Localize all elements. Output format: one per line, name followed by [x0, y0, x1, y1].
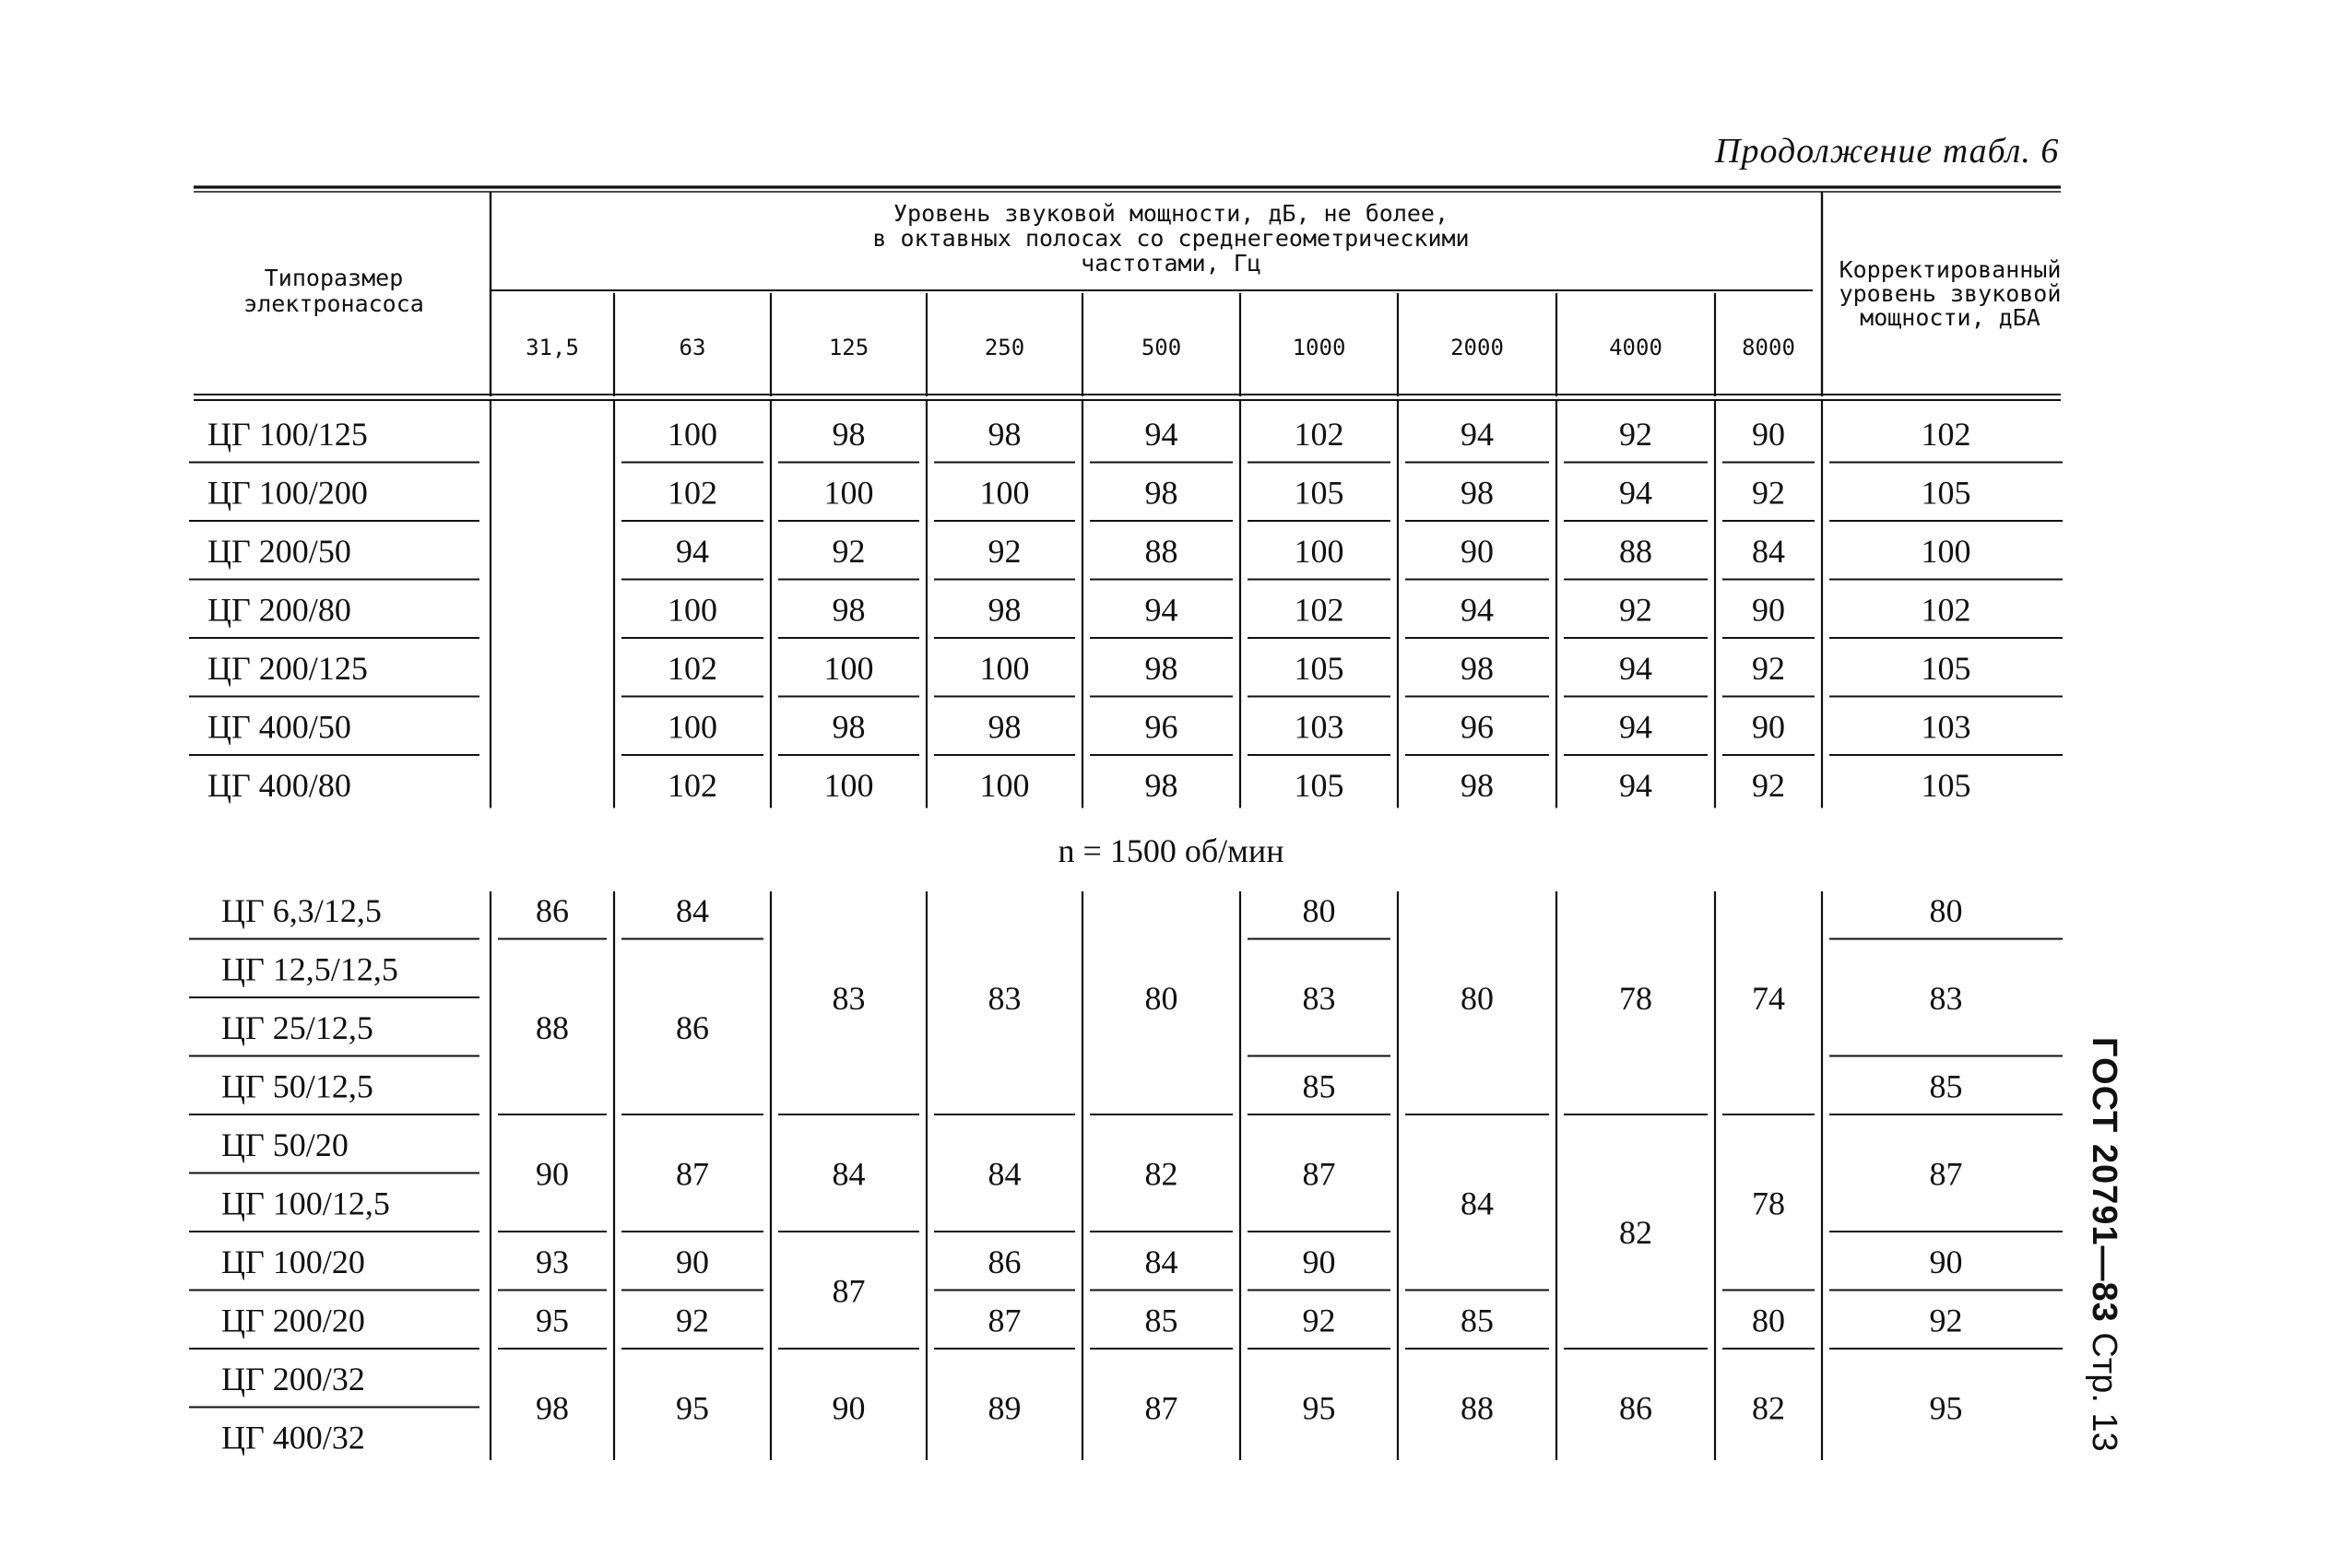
freq-header: 63 [679, 335, 706, 360]
level-value: 98 [1144, 649, 1178, 687]
level-value: 83 [988, 980, 1022, 1017]
freq-header: 8000 [1742, 335, 1795, 360]
level-value: 78 [1619, 980, 1652, 1017]
level-value: 92 [1752, 766, 1785, 804]
level-value: 83 [1302, 980, 1336, 1017]
level-value: 85 [1144, 1302, 1178, 1339]
level-value: 94 [1619, 766, 1652, 804]
header-level-label: в октавных полосах со среднегеометрическими [872, 225, 1470, 252]
speed-subheading: n = 1500 об/мин [1058, 832, 1284, 869]
level-value: 102 [668, 766, 717, 804]
level-value: 82 [1144, 1155, 1178, 1193]
corrected-value: 102 [1921, 415, 1971, 453]
level-value: 100 [668, 591, 717, 629]
level-value: 85 [1461, 1302, 1494, 1339]
header-corrected-label: мощности, дБА [1860, 304, 2040, 331]
level-value: 93 [536, 1243, 569, 1280]
pump-type-name: ЦГ 100/20 [221, 1243, 365, 1280]
level-value: 98 [832, 708, 866, 746]
level-value: 98 [988, 591, 1022, 629]
level-value: 98 [1461, 766, 1494, 804]
page-number: Стр. 13 [2085, 1332, 2123, 1452]
level-value: 92 [1752, 649, 1785, 687]
level-value: 84 [1461, 1185, 1494, 1222]
page-side-note [2068, 1037, 2123, 1461]
header-level-label: частотами, Гц [1081, 250, 1261, 277]
level-value: 86 [676, 1008, 709, 1046]
level-value: 100 [668, 415, 717, 453]
header-corrected-label: уровень звуковой [1839, 280, 2062, 307]
level-value: 96 [1461, 708, 1494, 746]
corrected-value: 100 [1921, 532, 1971, 570]
corrected-value: 105 [1921, 649, 1971, 687]
level-value: 92 [1619, 591, 1652, 629]
level-value: 105 [1294, 766, 1344, 804]
level-value: 100 [668, 708, 717, 746]
level-value: 87 [988, 1302, 1022, 1339]
level-value: 82 [1619, 1214, 1652, 1251]
level-value: 98 [988, 415, 1022, 453]
freq-header: 250 [984, 335, 1025, 360]
level-value: 95 [536, 1302, 569, 1339]
level-value: 100 [979, 766, 1030, 804]
level-value: 84 [988, 1155, 1022, 1193]
level-value: 92 [676, 1302, 709, 1339]
level-value: 74 [1752, 980, 1785, 1017]
level-value: 100 [979, 649, 1030, 687]
level-value: 90 [1752, 415, 1785, 453]
pump-type-name: ЦГ 400/80 [207, 766, 351, 804]
level-value: 94 [1144, 591, 1178, 629]
header-corrected-label: Корректированный [1839, 256, 2062, 283]
pump-type-name: ЦГ 200/32 [221, 1360, 365, 1397]
header-type-label: электронасоса [243, 290, 424, 317]
level-value: 102 [668, 474, 717, 512]
level-value: 87 [676, 1155, 709, 1193]
level-value: 80 [1144, 980, 1178, 1017]
freq-header: 1000 [1292, 335, 1346, 360]
freq-header: 4000 [1609, 335, 1662, 360]
level-value: 86 [988, 1243, 1022, 1280]
level-value: 84 [832, 1155, 866, 1193]
level-value: 98 [1461, 474, 1494, 512]
level-value: 98 [536, 1389, 569, 1427]
level-value: 94 [1619, 708, 1652, 746]
level-value: 96 [1144, 708, 1178, 746]
level-value: 95 [676, 1389, 709, 1427]
pump-type-name: ЦГ 100/200 [207, 474, 368, 512]
pump-type-name: ЦГ 6,3/12,5 [221, 891, 382, 929]
level-value: 100 [823, 474, 874, 512]
level-value: 78 [1752, 1185, 1785, 1222]
level-value: 92 [1302, 1302, 1336, 1339]
level-value: 87 [1144, 1389, 1178, 1427]
level-value: 90 [1302, 1243, 1336, 1280]
level-value: 102 [1294, 415, 1344, 453]
table-continuation-caption: Продолжение табл. 6 [1715, 132, 2060, 171]
level-value: 100 [823, 649, 874, 687]
level-value: 94 [1144, 415, 1178, 453]
level-value: 84 [1752, 532, 1785, 570]
level-value: 94 [676, 532, 709, 570]
level-value: 85 [1302, 1067, 1336, 1105]
level-value: 88 [536, 1008, 569, 1046]
level-value: 98 [832, 415, 866, 453]
freq-header: 2000 [1450, 335, 1504, 360]
level-value: 100 [823, 766, 874, 804]
level-value: 98 [1144, 766, 1178, 804]
level-value: 98 [1144, 474, 1178, 512]
level-value: 88 [1144, 532, 1178, 570]
corrected-value: 83 [1929, 980, 1963, 1017]
level-value: 86 [536, 891, 569, 929]
corrected-value: 92 [1929, 1302, 1963, 1339]
pump-type-name: ЦГ 400/32 [221, 1419, 365, 1456]
level-value: 98 [988, 708, 1022, 746]
level-value: 94 [1619, 649, 1652, 687]
corrected-value: 85 [1929, 1067, 1963, 1105]
level-value: 92 [1619, 415, 1652, 453]
pump-type-name: ЦГ 200/80 [207, 591, 351, 629]
header-level-label: Уровень звуковой мощности, дБ, не более, [893, 200, 1449, 227]
level-value: 90 [1752, 708, 1785, 746]
level-value: 100 [979, 474, 1030, 512]
level-value: 92 [1752, 474, 1785, 512]
level-value: 80 [1461, 980, 1494, 1017]
pump-type-name: ЦГ 100/12,5 [221, 1185, 390, 1222]
level-value: 105 [1294, 474, 1344, 512]
corrected-value: 102 [1921, 591, 1971, 629]
corrected-value: 95 [1929, 1389, 1963, 1427]
level-value: 84 [676, 891, 709, 929]
level-value: 100 [1294, 532, 1344, 570]
level-value: 98 [832, 591, 866, 629]
corrected-value: 80 [1929, 891, 1963, 929]
pump-type-name: ЦГ 400/50 [207, 708, 351, 746]
freq-header: 125 [828, 335, 869, 360]
freq-header: 31,5 [526, 335, 579, 360]
level-value: 94 [1461, 591, 1494, 629]
level-value: 89 [988, 1389, 1022, 1427]
level-value: 90 [832, 1389, 866, 1427]
corrected-value: 105 [1921, 766, 1971, 804]
corrected-value: 90 [1929, 1243, 1963, 1280]
level-value: 84 [1144, 1243, 1178, 1280]
level-value: 94 [1619, 474, 1652, 512]
header-type-label: Типоразмер [264, 265, 404, 291]
level-value: 92 [832, 532, 866, 570]
level-value: 102 [1294, 591, 1344, 629]
pump-type-name: ЦГ 200/20 [221, 1302, 365, 1339]
corrected-value: 103 [1921, 708, 1971, 746]
level-value: 87 [832, 1272, 866, 1310]
pump-type-name: ЦГ 12,5/12,5 [221, 950, 398, 988]
level-value: 82 [1752, 1389, 1785, 1427]
pump-type-name: ЦГ 200/50 [207, 532, 351, 570]
level-value: 87 [1302, 1155, 1336, 1193]
level-value: 105 [1294, 649, 1344, 687]
level-value: 86 [1619, 1389, 1652, 1427]
level-value: 88 [1619, 532, 1652, 570]
level-value: 90 [1461, 532, 1494, 570]
freq-header: 500 [1141, 335, 1182, 360]
pump-type-name: ЦГ 50/20 [221, 1126, 349, 1163]
level-value: 83 [832, 980, 866, 1017]
level-value: 80 [1752, 1302, 1785, 1339]
corrected-value: 105 [1921, 474, 1971, 512]
level-value: 80 [1302, 891, 1336, 929]
pump-type-name: ЦГ 50/12,5 [221, 1067, 373, 1105]
level-value: 90 [1752, 591, 1785, 629]
standard-number: ГОСТ 20791—83 [2085, 1037, 2123, 1323]
level-value: 98 [1461, 649, 1494, 687]
level-value: 92 [988, 532, 1022, 570]
level-value: 102 [668, 649, 717, 687]
level-value: 95 [1302, 1389, 1336, 1427]
pump-type-name: ЦГ 100/125 [207, 415, 368, 453]
level-value: 90 [676, 1243, 709, 1280]
corrected-value: 87 [1929, 1155, 1963, 1193]
level-value: 94 [1461, 415, 1494, 453]
level-value: 90 [536, 1155, 569, 1193]
pump-type-name: ЦГ 25/12,5 [221, 1008, 373, 1046]
pump-type-name: ЦГ 200/125 [207, 649, 368, 687]
level-value: 88 [1461, 1389, 1494, 1427]
level-value: 103 [1294, 708, 1344, 746]
